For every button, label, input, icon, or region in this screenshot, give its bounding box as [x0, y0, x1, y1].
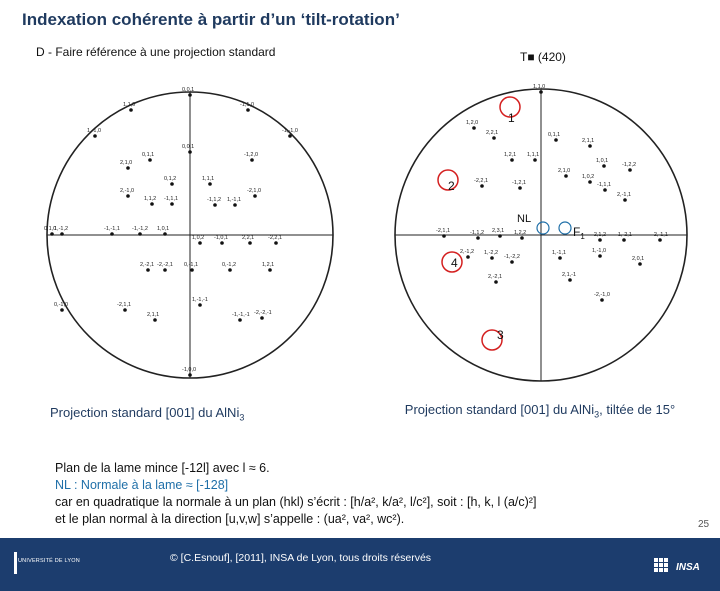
- left-pole-29-label: -2,1,1: [117, 302, 132, 308]
- left-pole-2-dot: [93, 134, 97, 138]
- left-pole-13-label: -1,1,1: [164, 196, 179, 202]
- right-pole-12-dot: [588, 180, 592, 184]
- left-pole-9-dot: [148, 158, 152, 162]
- right-pole-15-label: -1,1,2: [470, 230, 485, 236]
- right-pole-8-label: -1,1,1: [597, 182, 612, 188]
- right-pole-11-dot: [564, 174, 568, 178]
- left-pole-2-label: 1,-1,0: [87, 128, 102, 134]
- left-pole-21-label: -1,0,1: [214, 235, 229, 241]
- left-pole-17-dot: [110, 232, 114, 236]
- right-pole-21-dot: [466, 255, 470, 259]
- left-pole-31-dot: [198, 303, 202, 307]
- right-pole-29-label: -2,-1,0: [594, 292, 610, 298]
- right-pole-5-dot: [588, 144, 592, 148]
- left-pole-18-label: -1,-1,2: [132, 226, 148, 232]
- left-pole-23-dot: [274, 241, 278, 245]
- explanation-line-1: Plan de la lame mince [-12l] avec l ≈ 6.: [55, 461, 270, 475]
- right-pole-27-dot: [494, 280, 498, 284]
- tilt-label: T■ (420): [520, 50, 566, 64]
- right-pole-25-dot: [598, 254, 602, 258]
- right-pole-16-dot: [498, 234, 502, 238]
- circle-4-label: 4: [451, 256, 458, 270]
- right-pole-6-dot: [602, 164, 606, 168]
- left-pole-12-label: 1,1,2: [144, 196, 157, 202]
- left-pole-28-label: 1,2,1: [262, 262, 275, 268]
- copyright-text: © [C.Esnouf], [2011], INSA de Lyon, tous droits réservés: [170, 552, 432, 564]
- right-pole-26-label: 2,0,1: [632, 256, 645, 262]
- left-pole-19-label: 1,0,1: [157, 226, 170, 232]
- right-pole-23-label: -1,-2,2: [504, 254, 520, 260]
- right-pole-11-label: 2,1,0: [558, 168, 571, 174]
- right-pole-22-label: 1,-2,2: [484, 250, 499, 256]
- right-pole-24-label: 1,-1,1: [552, 250, 567, 256]
- left-pole-27-label: 0,-1,2: [222, 262, 237, 268]
- explanation-line-4: et le plan normal à la direction [u,v,w] s’appelle : (ua², va², wc²).: [55, 512, 405, 526]
- right-pole-17-label: 1,2,2: [514, 230, 527, 236]
- right-pole-2-label: 1,2,1: [504, 152, 517, 158]
- left-pole-23-label: -2,2,1: [268, 235, 283, 241]
- right-pole-21-label: 2,-1,2: [460, 249, 475, 255]
- right-pole-18-dot: [598, 238, 602, 242]
- right-pole-28-label: 2,1,-1: [562, 272, 577, 278]
- right-pole-7-label: -1,2,2: [622, 162, 637, 168]
- right-pole-1-dot: [492, 136, 496, 140]
- right-pole-9-label: -2,2,1: [474, 178, 489, 184]
- right-pole-7-dot: [628, 168, 632, 172]
- left-pole-21-dot: [220, 241, 224, 245]
- right-pole-8-dot: [603, 188, 607, 192]
- left-pole-30-dot: [153, 318, 157, 322]
- left-pole-7-dot: [126, 194, 130, 198]
- left-pole-11-dot: [208, 182, 212, 186]
- left-pole-4-label: 0,0,1: [182, 144, 195, 150]
- right-pole-6-label: 1,0,1: [596, 158, 609, 164]
- left-pole-22-label: 2,2,1: [242, 235, 255, 241]
- right-pole-2-dot: [510, 158, 514, 162]
- left-pole-22-dot: [248, 241, 252, 245]
- right-projection: [395, 84, 687, 381]
- right-pole-3-dot: [533, 158, 537, 162]
- left-pole-31-label: 1,-1,-1: [192, 297, 208, 303]
- left-pole-7-label: 2,-1,0: [120, 188, 135, 194]
- left-pole-28-dot: [268, 268, 272, 272]
- right-pole-27-label: 2,-2,1: [488, 274, 503, 280]
- left-pole-15-label: 1,-1,1: [227, 197, 242, 203]
- left-pole-1-dot: [246, 108, 250, 112]
- right-pole-20-label: -2,-1,1: [652, 232, 668, 238]
- left-pole-33-label: -2,-2,-1: [254, 310, 272, 316]
- left-pole-24-label: 2,-2,1: [140, 262, 155, 268]
- explanation-text: [55, 460, 705, 528]
- left-pole-6-dot: [250, 158, 254, 162]
- left-pole-25-label: -2,-2,1: [157, 262, 173, 268]
- left-pole-16-dot: [60, 232, 64, 236]
- f1-circle: [559, 222, 571, 234]
- left-pole-0-label: 1,1,0: [123, 102, 136, 108]
- left-pole-13-dot: [170, 202, 174, 206]
- right-pole-26-dot: [638, 262, 642, 266]
- right-pole-16-label: 2,3,1: [492, 228, 505, 234]
- left-pole-24-dot: [146, 268, 150, 272]
- right-pole-25-label: 1,-1,0: [592, 248, 607, 254]
- right-pole-17-dot: [520, 236, 524, 240]
- circle-3-label: 3: [497, 328, 504, 342]
- left-pole-0-dot: [129, 108, 133, 112]
- caption-left: Projection standard [001] du AlNi$_3$: [50, 405, 245, 423]
- left-pole-33-dot: [260, 316, 264, 320]
- left-pole-6-label: -1,2,0: [244, 152, 259, 158]
- right-pole-10-label: -1,2,1: [512, 180, 527, 186]
- footer-bar: [0, 538, 720, 591]
- left-pole-18-dot: [138, 232, 142, 236]
- left-pole-34-label: 0,-1,0: [54, 302, 69, 308]
- left-pole-25-dot: [163, 268, 167, 272]
- right-top-pole-label: 1,1,0: [533, 84, 546, 90]
- left-pole-19-dot: [163, 232, 167, 236]
- left-pole-34-dot: [60, 308, 64, 312]
- left-pole-5-dot: [126, 166, 130, 170]
- left-edge-pole-label: 0,1,0: [44, 226, 57, 232]
- right-pole-14-dot: [442, 234, 446, 238]
- left-pole-29-dot: [123, 308, 127, 312]
- left-pole-30-label: 2,1,1: [147, 312, 160, 318]
- left-edge-pole-dot: [50, 232, 54, 236]
- left-pole-14-dot: [213, 203, 217, 207]
- right-pole-1-label: 2,2,1: [486, 130, 499, 136]
- universite-de-lyon-logo-text: UNIVERSITÉ DE LYON: [18, 558, 80, 564]
- right-pole-0-dot: [472, 126, 476, 130]
- right-pole-19-label: -1,-2,1: [616, 232, 632, 238]
- right-pole-4-label: 0,1,1: [548, 132, 561, 138]
- left-pole-32-dot: [238, 318, 242, 322]
- left-pole-14-label: -1,1,2: [207, 197, 222, 203]
- left-pole-5-label: 2,1,0: [120, 160, 133, 166]
- left-top-pole-label: 0,0,1: [182, 87, 195, 93]
- nl-circle: [537, 222, 549, 234]
- left-pole-20-label: 1,0,2: [192, 235, 205, 241]
- explanation-line-3: car en quadratique la normale à un plan (hkl) s’écrit : [h/a², k/a², l/c²], soit : [h, k, l (a/c)²]: [55, 495, 537, 509]
- left-pole-10-dot: [170, 182, 174, 186]
- left-pole-9-label: 0,1,1: [142, 152, 155, 158]
- right-top-pole-dot: [539, 90, 543, 94]
- left-pole-26-dot: [190, 268, 194, 272]
- left-projection: [44, 87, 333, 378]
- explanation-line-2: NL : Normale à la lame ≈ [-128]: [55, 478, 229, 492]
- left-pole-11-label: 1,1,1: [202, 176, 215, 182]
- page-title: Indexation cohérente à partir d’un ‘tilt-rotation’: [22, 10, 400, 29]
- right-pole-29-dot: [600, 298, 604, 302]
- left-pole-8-dot: [253, 194, 257, 198]
- right-pole-13-dot: [623, 198, 627, 202]
- left-pole-26-label: 0,-1,1: [184, 262, 199, 268]
- right-pole-12-label: 1,0,2: [582, 174, 595, 180]
- left-pole-1-label: -1,1,0: [240, 102, 255, 108]
- left-pole-17-label: -1,-1,1: [104, 226, 120, 232]
- left-pole-12-dot: [150, 202, 154, 206]
- right-pole-22-dot: [490, 256, 494, 260]
- left-pole-32-label: -1,-1,-1: [232, 312, 250, 318]
- insa-logo-text: INSA: [676, 562, 700, 573]
- right-pole-3-label: 1,1,1: [527, 152, 540, 158]
- left-bottom-pole-dot: [188, 373, 192, 377]
- left-pole-4-dot: [188, 150, 192, 154]
- left-pole-10-label: 0,1,2: [164, 176, 177, 182]
- left-pole-8-label: -2,1,0: [247, 188, 262, 194]
- left-pole-3-dot: [288, 134, 292, 138]
- subtitle: D - Faire référence à une projection standard: [36, 45, 276, 59]
- page-number: 25: [698, 519, 710, 530]
- right-pole-0-label: 1,2,0: [466, 120, 479, 126]
- nl-label: NL: [517, 213, 532, 225]
- left-pole-3-label: -1,-1,0: [282, 128, 298, 134]
- right-pole-20-dot: [658, 238, 662, 242]
- right-pole-4-dot: [554, 138, 558, 142]
- right-pole-9-dot: [480, 184, 484, 188]
- right-pole-19-dot: [622, 238, 626, 242]
- right-pole-13-label: 2,-1,1: [617, 192, 632, 198]
- f1-label: $F_1$: [573, 225, 585, 241]
- right-pole-14-label: -2,1,1: [436, 228, 451, 234]
- right-pole-18-label: -2,1,2: [592, 232, 607, 238]
- left-pole-27-dot: [228, 268, 232, 272]
- right-pole-28-dot: [568, 278, 572, 282]
- right-pole-5-label: 2,1,1: [582, 138, 595, 144]
- right-pole-15-dot: [476, 236, 480, 240]
- caption-right: Projection standard [001] du AlNi$_3$, tiltée de 15°: [404, 402, 676, 420]
- left-pole-20-dot: [198, 241, 202, 245]
- left-pole-16-label: 1,-1,2: [54, 226, 69, 232]
- right-pole-10-dot: [518, 186, 522, 190]
- left-pole-15-dot: [233, 203, 237, 207]
- circle-1-label: 1: [508, 111, 515, 125]
- left-top-pole-dot: [188, 93, 192, 97]
- circle-2-label: 2: [448, 179, 455, 193]
- left-bottom-pole-label: -1,0,0: [182, 367, 197, 373]
- right-pole-23-dot: [510, 260, 514, 264]
- right-pole-24-dot: [558, 256, 562, 260]
